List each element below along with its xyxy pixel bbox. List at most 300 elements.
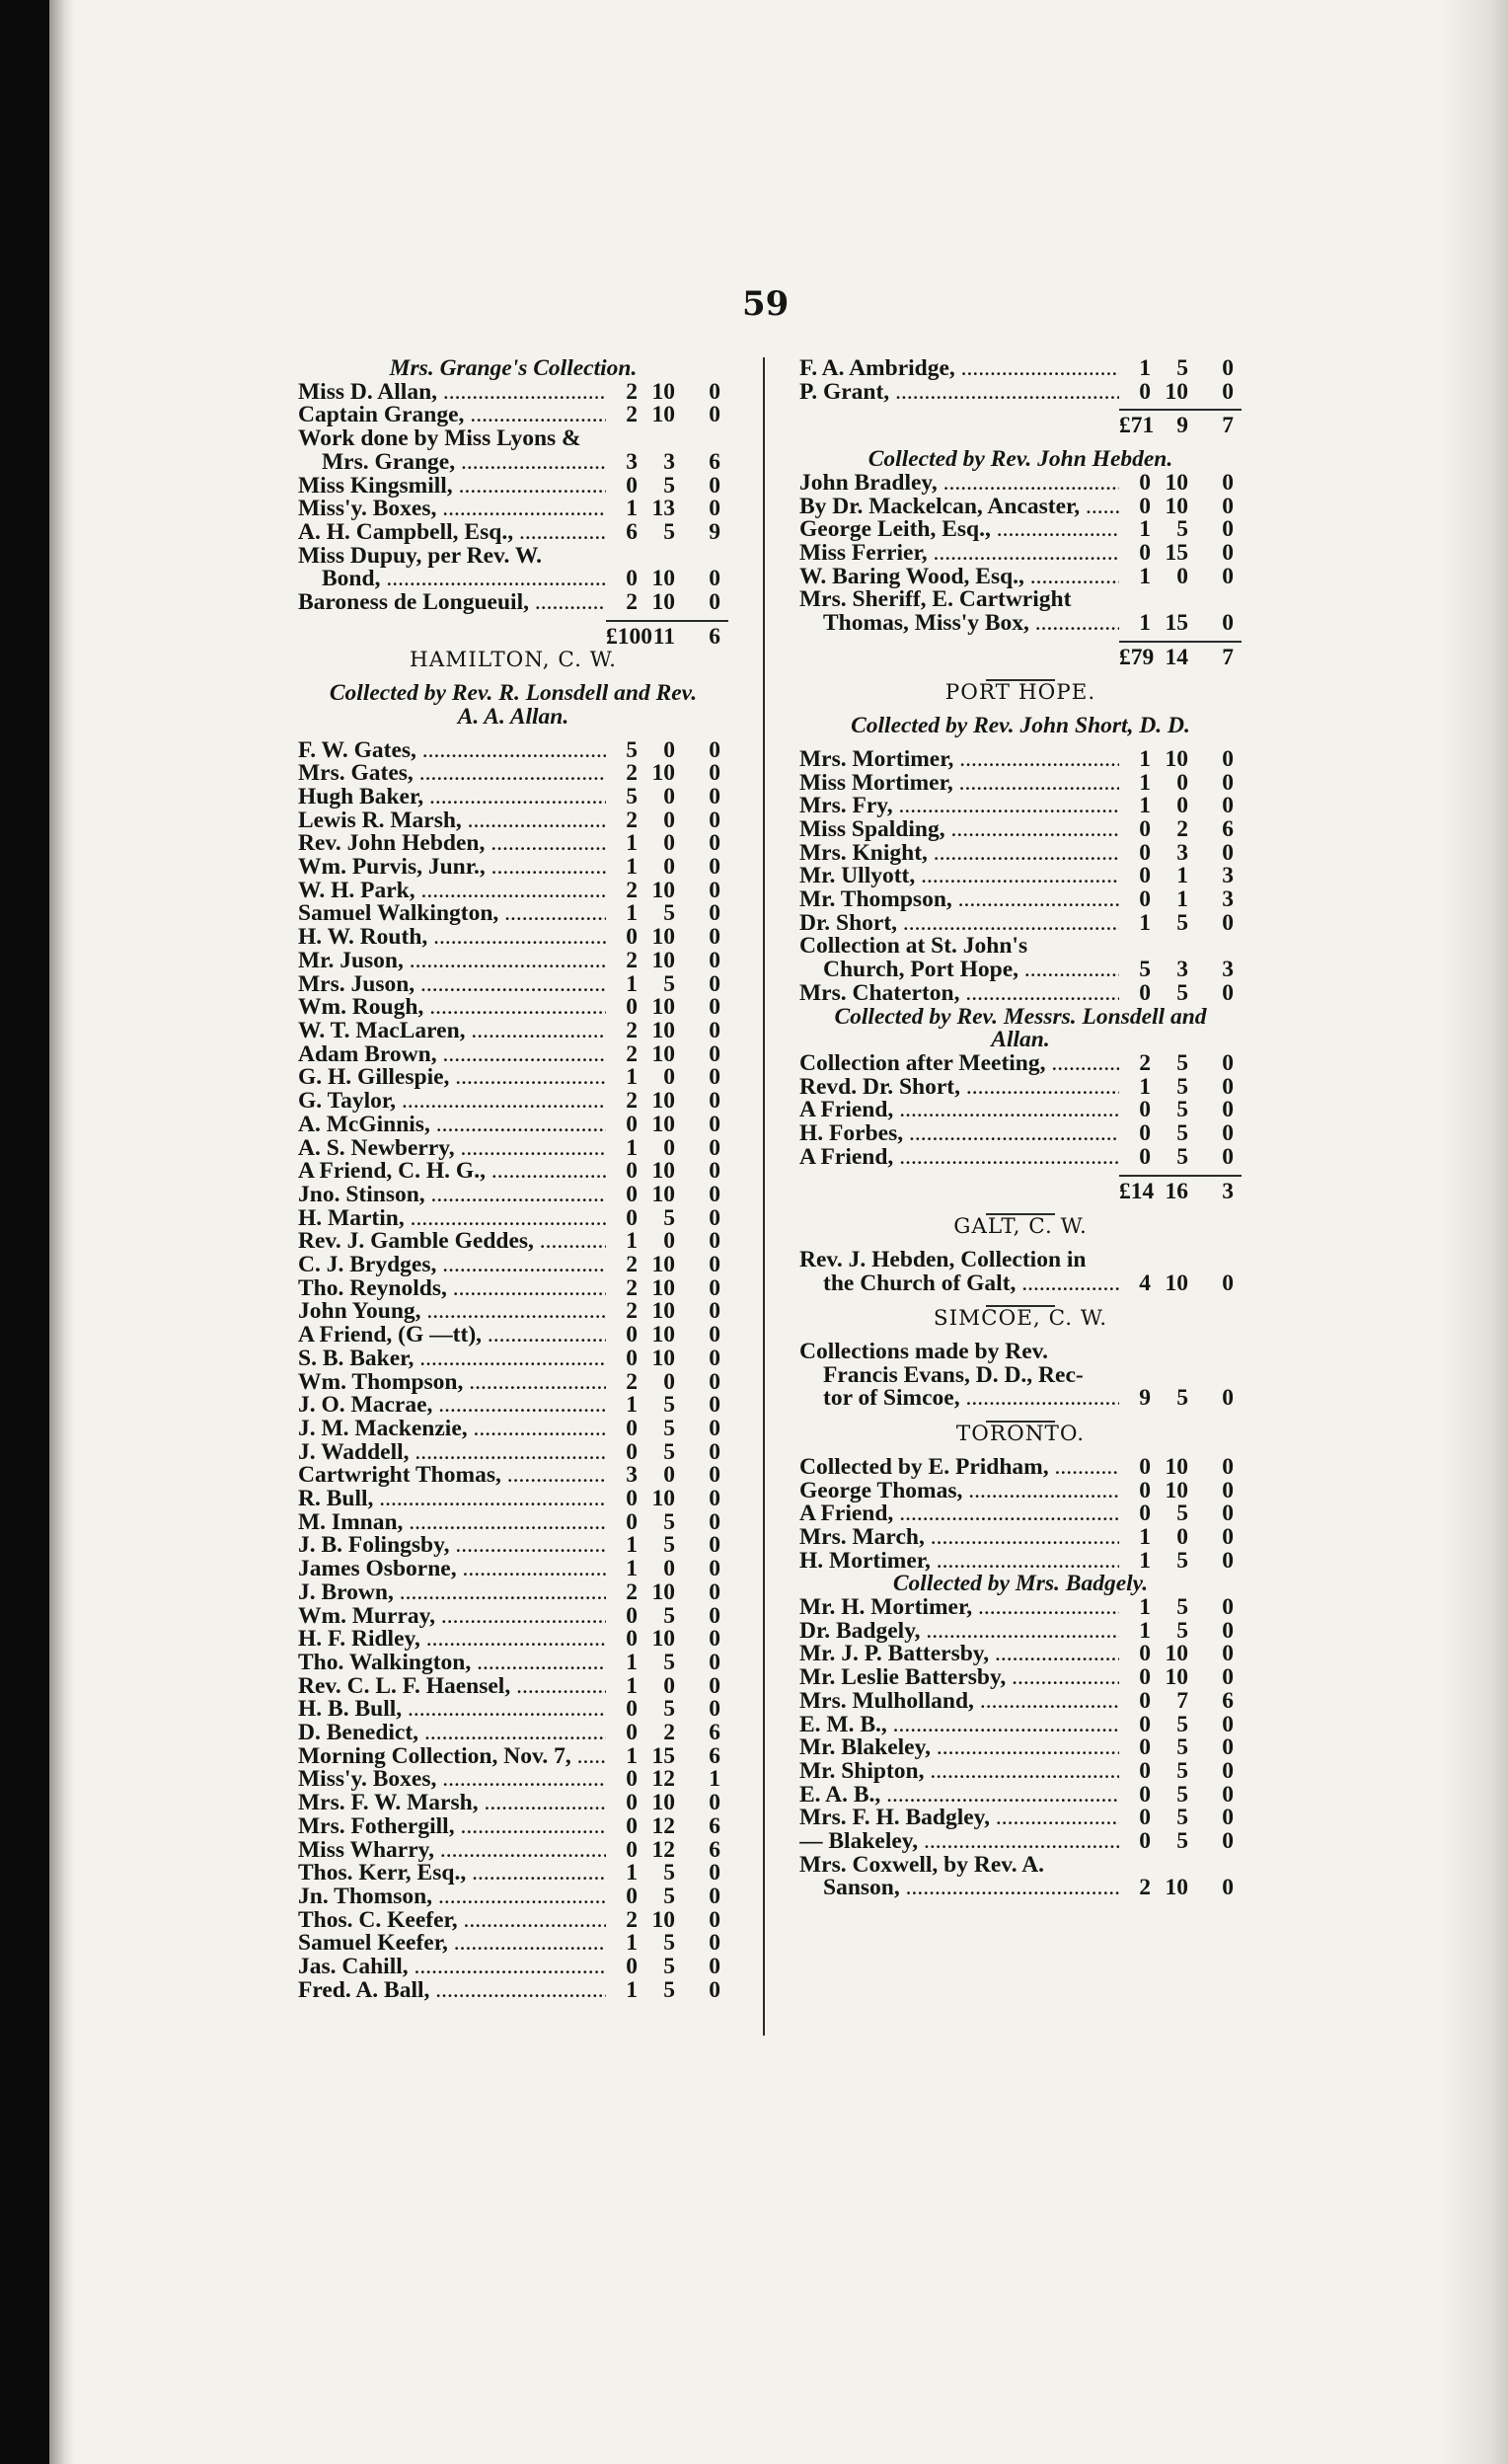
shillings: 12 [651,1836,675,1863]
shillings: 5 [1176,355,1188,381]
pence: 0 [1222,539,1234,566]
pence: 0 [709,1672,720,1699]
shillings: 10 [651,402,675,428]
shillings: 7 [1176,1687,1188,1714]
amount [1119,1143,1242,1170]
amount [1119,493,1242,519]
list-item [298,1438,728,1465]
shillings: 10 [1165,1641,1188,1667]
pence: 0 [709,1134,720,1161]
amount [606,1558,728,1581]
pounds: 2 [1139,1049,1151,1076]
total-amount [1119,644,1242,670]
amount [606,1578,728,1605]
shillings: 5 [663,1602,675,1629]
shillings: 3 [1176,957,1188,983]
contributor-name: Rev. John Hebden, ..... [298,832,606,856]
shillings: 5 [663,1392,675,1419]
list-item [799,563,1242,589]
contributor-name: Thomas, Miss'y Box, ..... [799,612,1119,636]
amount [1119,1711,1242,1737]
pence: 0 [709,1181,720,1207]
pence: 0 [709,1438,720,1465]
amount [1119,469,1242,496]
shillings: 5 [663,1860,675,1886]
contributor-name: H. W. Routh, ..... [298,926,606,950]
shillings: 5 [1176,979,1188,1006]
pounds: 2 [626,1368,638,1395]
contributor-name: J. O. Macrae, ..... [298,1394,606,1418]
contributor-name: Mrs. March, ..... [799,1526,1119,1550]
list-item [799,1736,1242,1760]
pounds: 0 [626,1181,638,1207]
contributor-name: Miss Wharry, ..... [298,1839,606,1863]
pence: 0 [709,1158,720,1185]
pence: 0 [709,402,720,428]
amount [1119,1736,1242,1760]
pence: 0 [709,1228,720,1255]
amount [606,809,728,833]
contributor-name: S. B. Baker, ..... [298,1348,606,1371]
list-item [298,1956,728,1979]
galt-row [799,1272,1242,1296]
pence: 3 [1222,886,1234,913]
amount [1119,612,1242,636]
contributor-name: Mr. Blakeley, ..... [799,1736,1119,1760]
shillings: 10 [651,1017,675,1043]
pence: 0 [709,1626,720,1653]
amount [606,1204,728,1231]
pence: 0 [709,1345,720,1371]
pounds: 0 [1139,1664,1151,1691]
pounds: £100 [606,623,652,650]
contributor-name: Tho. Reynolds, ..... [298,1277,606,1301]
contributor-name: Tho. Walkington, ..... [298,1652,606,1675]
pence: 0 [709,1088,720,1115]
list-item-text: Work done by Miss Lyons & [298,425,581,452]
amount [606,736,728,763]
pounds: 0 [626,1790,638,1816]
pence: 0 [709,1486,720,1512]
grange-heading: Mrs. Grange's Collection. [389,355,638,381]
amount [1119,1477,1242,1503]
shillings: 5 [1176,1120,1188,1147]
shillings: 10 [1165,1664,1188,1691]
contributor-name: M. Imnan, ..... [298,1511,606,1535]
list-item [298,1906,728,1933]
contributor-name: Miss'y. Boxes, ..... [298,1768,606,1792]
pence: 0 [709,1204,720,1231]
list-item [298,736,728,763]
list-item [799,1122,1242,1146]
pence: 0 [1222,378,1234,405]
contributor-name: Sanson, ..... [799,1877,1119,1900]
contributor-name: Wm. Purvis, Junr., ..... [298,856,606,880]
contributor-name: Miss D. Allan, ..... [298,381,606,405]
shillings: 16 [1165,1178,1188,1204]
list-item-text: Mrs. Sheriff, E. Cartwright [799,586,1072,613]
amount [1119,909,1242,936]
list-item [298,1040,728,1067]
pounds: 1 [1139,1523,1151,1550]
pence: 0 [709,1602,720,1629]
contributor-name: Mrs. Mulholland, ..... [799,1690,1119,1714]
shillings: 5 [663,1696,675,1723]
list-item [298,1976,728,2003]
contributor-name: James Osborne, ..... [298,1558,606,1581]
port-hope-list-2 [799,1049,1242,1170]
pence: 0 [709,1790,720,1816]
shillings: 5 [663,1884,675,1909]
contributor-name: A Friend, ..... [799,1502,1119,1526]
shillings: 0 [663,1134,675,1161]
contributor-name: A. H. Campbell, Esq., ..... [298,521,606,545]
shillings: 10 [651,994,675,1021]
list-item [298,1324,728,1348]
pence: 6 [709,1836,720,1863]
pence: 0 [1222,793,1234,819]
amount [1119,979,1242,1006]
pounds: 9 [1139,1385,1151,1412]
contributor-name: Lewis R. Marsh, ..... [298,809,606,833]
contributor-name: Rev. J. Gamble Geddes, ..... [298,1230,606,1254]
pounds: 0 [1139,1501,1151,1527]
pence: 0 [709,1322,720,1348]
amount [606,783,728,809]
pounds: 1 [626,1672,638,1699]
contributor-name: H. F. Ridley, ..... [298,1628,606,1652]
list-item [298,1932,728,1956]
contributor-name: Mrs. F. W. Marsh, ..... [298,1792,606,1815]
pounds: 2 [626,807,638,833]
pence: 0 [709,378,720,405]
pounds: 1 [1139,745,1151,772]
contributor-name: Mrs. F. H. Badgley, ..... [799,1807,1119,1830]
pounds: 1 [1139,516,1151,543]
amount [606,947,728,973]
pence: 0 [709,1556,720,1582]
pence: 0 [1222,1270,1234,1296]
contributor-name: Mrs. Gates, ..... [298,762,606,786]
contributor-name: G. H. Gillespie, ..... [298,1066,606,1090]
total-amount [1119,415,1242,438]
amount [1119,959,1242,982]
list-item [298,568,728,591]
amount [1119,888,1242,912]
pounds: 1 [626,1532,638,1559]
amount [606,970,728,997]
list-item [298,404,728,427]
amount [1119,1099,1242,1122]
list-item [298,1368,728,1395]
shillings: 10 [651,589,675,616]
contributor-name: Hugh Baker, ..... [298,786,606,809]
pounds: 0 [1139,1453,1151,1480]
pence: 0 [1222,1547,1234,1574]
amount [1119,1687,1242,1714]
contributor-name: Samuel Keefer, ..... [298,1932,606,1956]
amount [606,518,728,545]
shillings: 0 [663,783,675,809]
pounds: 1 [626,900,638,927]
pence: 0 [709,1954,720,1980]
pounds: 0 [626,1415,638,1441]
list-item [298,1415,728,1441]
pounds: 0 [626,1486,638,1512]
pounds: 2 [626,1274,638,1301]
galt-amount [1119,1272,1242,1296]
pounds: 1 [1139,1547,1151,1574]
shillings: 5 [1176,1385,1188,1412]
contributor-name: Adam Brown, ..... [298,1043,606,1067]
list-item [298,591,728,615]
shillings: 10 [651,877,675,903]
contributor-name: Collected by E. Pridham, ..... [799,1456,1119,1480]
pence: 3 [1222,863,1234,889]
amount [1119,1453,1242,1480]
amount [606,1464,728,1488]
contributor-name: R. Bull, ..... [298,1488,606,1511]
list-item [298,809,728,833]
contributor-name: A Friend, ..... [799,1099,1119,1122]
pence: 6 [1222,1687,1234,1714]
list-item [799,1830,1242,1854]
pounds: 0 [626,1626,638,1653]
pounds: 0 [1139,1711,1151,1737]
total-rule [606,620,728,622]
amount [1119,769,1242,796]
shillings: 5 [663,1204,675,1231]
amount [606,1488,728,1511]
pence: 0 [709,807,720,833]
pounds: 2 [626,947,638,973]
pence: 0 [1222,769,1234,796]
list-item [298,1134,728,1161]
pence: 0 [1222,1049,1234,1076]
contributor-name: Rev. C. L. F. Haensel, ..... [298,1675,606,1699]
amount [606,1274,728,1301]
amount [606,1649,728,1675]
pounds: 0 [626,1158,638,1185]
pence: 0 [709,830,720,857]
shillings: 5 [1176,1757,1188,1784]
amount [606,1438,728,1465]
pence: 0 [709,1976,720,2003]
list-item [799,1596,1242,1620]
pounds: 1 [1139,563,1151,589]
contributor-name: Jn. Thomson, ..... [298,1886,606,1909]
contributor-name: Mrs. Fothergill, ..... [298,1815,606,1839]
total-rule [1119,409,1242,411]
shillings: 0 [663,1462,675,1489]
pounds: 0 [626,566,638,592]
pence: 0 [1222,1523,1234,1550]
pence: 0 [1222,1805,1234,1831]
list-item [298,1534,728,1558]
list-item [799,865,1242,888]
amount [1119,563,1242,589]
list-item [799,909,1242,936]
pounds: £79 [1119,644,1155,670]
contributor-name: By Dr. Mackelcan, Ancaster, ..... [799,496,1119,519]
grange-list [298,378,728,616]
pounds: 0 [626,1438,638,1465]
contributor-name: Dr. Short, ..... [799,912,1119,936]
shillings: 10 [651,378,675,405]
shillings: 12 [651,1766,675,1793]
list-item [799,1523,1242,1550]
amount [1119,1502,1242,1526]
contributor-name: Cartwright Thomas, ..... [298,1464,606,1488]
amount [606,1534,728,1558]
pence: 0 [1222,1828,1234,1855]
pounds: 4 [1139,1270,1151,1296]
pounds: 1 [626,1134,638,1161]
pence: 0 [709,1906,720,1933]
pounds: 3 [626,448,638,475]
port-hope-collected-by: Collected by Rev. John Short, D. D. [851,713,1190,739]
shillings: 0 [663,1556,675,1582]
contributor-name: Mr. H. Mortimer, ..... [799,1596,1119,1620]
grange-total [298,623,728,650]
pence: 0 [709,1649,720,1675]
pence: 0 [1222,563,1234,589]
pounds: 0 [626,1884,638,1909]
amount [606,1722,728,1745]
list-item [799,959,1242,982]
pounds: 0 [1139,886,1151,913]
pounds: 0 [1139,1781,1151,1808]
pence: 0 [709,736,720,763]
pounds: 2 [626,1252,638,1278]
pence: 0 [1222,1617,1234,1644]
pounds: 5 [1139,957,1151,983]
contributor-name: Miss Mortimer, ..... [799,772,1119,796]
list-item [298,1160,728,1184]
shillings: 9 [1176,413,1188,439]
shillings: 5 [1176,1049,1188,1076]
list-item [298,518,728,545]
toronto-list [799,1453,1242,1574]
list-item [799,1143,1242,1170]
shillings: 5 [1176,1073,1188,1100]
amount [606,1508,728,1535]
contributor-name: Miss Ferrier, ..... [799,542,1119,566]
shillings: 10 [1165,1270,1188,1296]
amount [606,1415,728,1441]
pounds: 1 [626,830,638,857]
amount [1119,518,1242,542]
amount [606,1300,728,1324]
amount [606,996,728,1020]
shillings: 10 [651,1158,675,1185]
contributor-name: H. Mortimer, ..... [799,1550,1119,1574]
amount [606,926,728,950]
list-item [298,1698,728,1722]
list-item [799,795,1242,818]
pence: 0 [1222,1781,1234,1808]
pounds: £71 [1119,413,1155,439]
list-item [298,856,728,880]
pounds: 0 [626,1111,638,1137]
shillings: 5 [1176,1781,1188,1808]
list-item [799,888,1242,912]
shillings: 10 [651,1906,675,1933]
shillings: 5 [1176,1547,1188,1574]
pounds: 3 [626,1462,638,1489]
shillings: 10 [651,1298,675,1325]
pence: 6 [709,448,720,475]
contributor-name: Morning Collection, Nov. 7, ..... [298,1745,606,1769]
list-item [298,947,728,973]
list-item [298,1017,728,1043]
shillings: 5 [1176,1617,1188,1644]
pounds: 0 [626,924,638,951]
pounds: 0 [1139,493,1151,519]
shillings: 14 [1165,644,1188,670]
list-item [298,1066,728,1090]
amount [606,1602,728,1629]
pence: 0 [709,1040,720,1067]
amount [1119,1073,1242,1100]
list-item [298,1254,728,1277]
pence: 0 [709,1532,720,1559]
amount [606,1956,728,1979]
pence: 0 [1222,1641,1234,1667]
amount [606,1886,728,1909]
amount [1119,357,1242,381]
pence: 0 [709,854,720,881]
pounds: 2 [626,378,638,405]
shillings: 5 [1176,1501,1188,1527]
pounds: 0 [1139,378,1151,405]
amount [1119,539,1242,566]
contributor-name: W. H. Park, ..... [298,880,606,903]
pence: 1 [709,1766,720,1793]
contributor-name: George Leith, Esq., ..... [799,518,1119,542]
amount [1119,378,1242,405]
shillings: 0 [663,1228,675,1255]
shillings: 10 [651,1486,675,1512]
hebden-total [799,644,1242,670]
list-item [799,1666,1242,1690]
list-item [298,832,728,856]
pounds: 0 [1139,1805,1151,1831]
contributor-name: E. M. B., ..... [799,1714,1119,1737]
pence: 0 [1222,1594,1234,1621]
list-item [298,1488,728,1511]
pounds: 0 [1139,1143,1151,1170]
pounds: 2 [626,402,638,428]
shillings: 13 [651,496,675,522]
pence: 0 [709,1017,720,1043]
pounds: 1 [1139,1617,1151,1644]
amount [1119,795,1242,818]
pence: 0 [1222,1453,1234,1480]
total-rule [1119,641,1242,643]
shillings: 10 [651,1322,675,1348]
amount [606,1768,728,1792]
list-item [298,762,728,786]
list-item [298,1204,728,1231]
pounds: 1 [626,1976,638,2003]
pounds: 0 [626,1812,638,1839]
amount [606,902,728,926]
list-item [799,493,1242,519]
list-item [298,877,728,903]
list-item [799,745,1242,772]
contributor-name: Mr. Leslie Battersby, ..... [799,1666,1119,1690]
